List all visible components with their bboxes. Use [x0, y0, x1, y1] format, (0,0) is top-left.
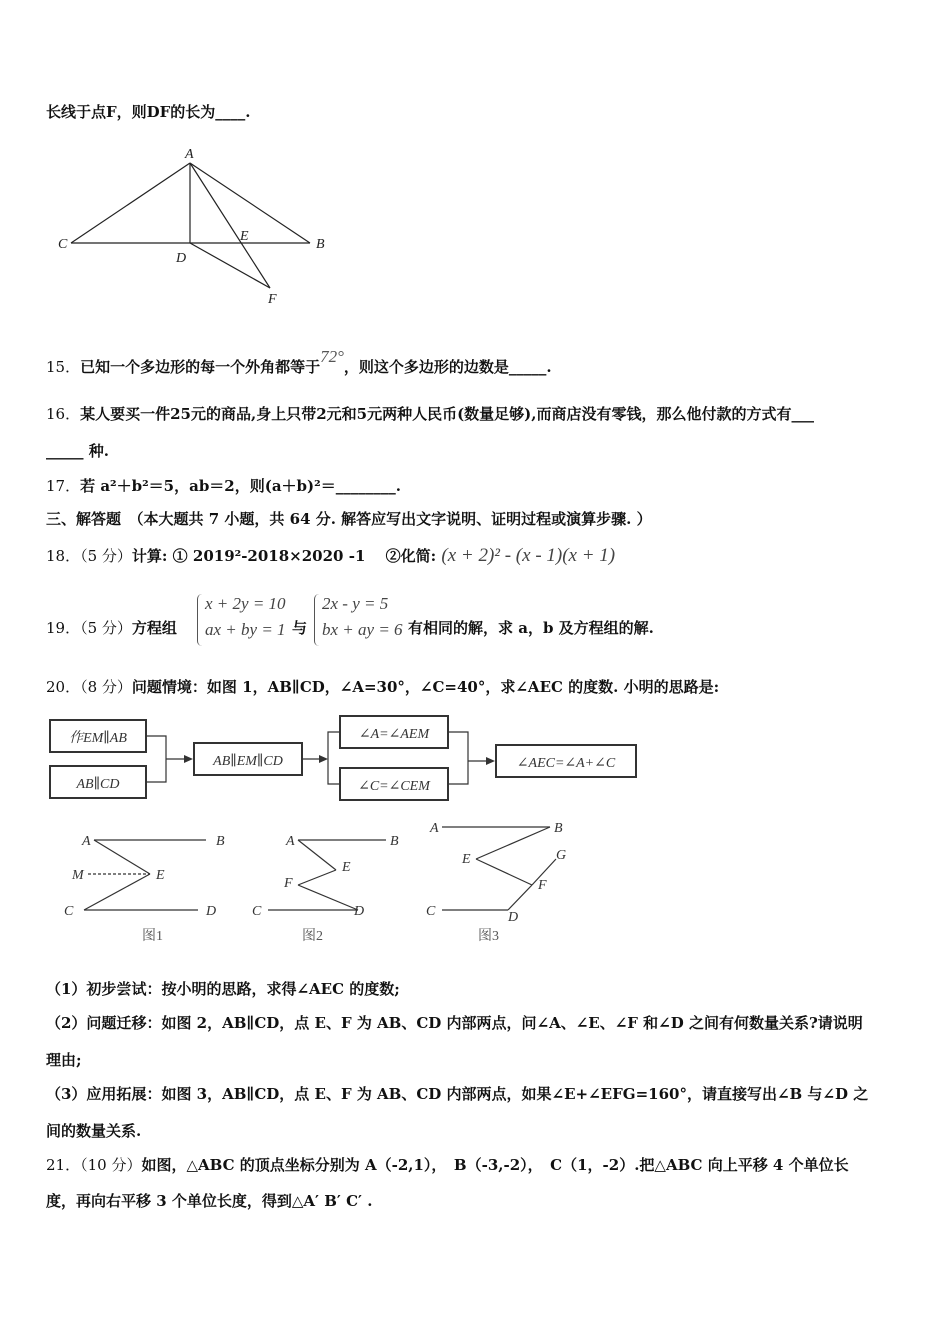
label-c: C: [58, 237, 68, 252]
label-b: B: [316, 237, 325, 252]
q15-angle: 72°: [320, 347, 344, 366]
q20-part3-line1: （3）应用拓展：如图 3，AB∥CD，点 E、F 为 AB、CD 内部两点，如果∠E+∠EFG=160°，请直接写出∠B 与∠D 之: [46, 1085, 869, 1103]
fig2-label-d: D: [354, 904, 365, 919]
fig2-label-c: C: [252, 904, 262, 919]
flow-box-3: AB∥EM∥CD: [213, 754, 283, 769]
q18-expression: (x + 2)² - (x - 1)(x + 1): [441, 545, 616, 566]
q20-flowchart: [46, 712, 646, 804]
q17: 17．若 a²＋b²＝5，ab＝2，则(a＋b)²＝________.: [46, 477, 401, 495]
q18: 18．（5 分）计算: ① 2019²-2018×2020 -1 ②化简: (x + 2)² - (x - 1)(x + 1): [46, 545, 616, 566]
label-d: D: [176, 251, 187, 266]
fig3-label-a: A: [430, 821, 439, 836]
q20-part2-line2: 理由;: [46, 1051, 82, 1069]
fig2-label-a: A: [286, 834, 295, 849]
fig3-label-f: F: [538, 878, 547, 893]
q16-line1: 16．某人要买一件25元的商品,身上只带2元和5元两种人民币(数量足够),而商店没有零钱，那么他付款的方式有___: [46, 405, 814, 423]
q20-part3-line2: 间的数量关系.: [46, 1122, 142, 1140]
fig3-label-c: C: [426, 904, 436, 919]
label-e: E: [240, 229, 249, 244]
q14-tail: 长线于点F，则DF的长为____.: [46, 103, 251, 121]
q21-line1: 21．（10 分）如图，△ABC 的顶点坐标分别为 A（-2,1）， B（-3,-2）， C（1，-2）.把△ABC 向上平移 4 个单位长: [46, 1156, 849, 1174]
q20-intro: 20．（8 分）问题情境：如图 1，AB∥CD，∠A=30°，∠C=40°，求∠AEC 的度数. 小明的思路是:: [46, 678, 720, 696]
q16-line2: _____ 种.: [46, 442, 109, 460]
fig1-label-c: C: [64, 904, 74, 919]
q14-figure: [50, 140, 350, 310]
fig2-label-f: F: [284, 876, 293, 891]
q15: 15．已知一个多边形的每一个外角都等于72°，则这个多边形的边数是_____.: [46, 347, 552, 376]
fig1-caption: 图1: [142, 929, 163, 944]
fig1-label-b: B: [216, 834, 225, 849]
flow-box-5: ∠C=∠CEM: [358, 779, 430, 794]
flow-box-1: 作EM∥AB: [69, 731, 127, 746]
fig3-caption: 图3: [478, 929, 499, 944]
label-a: A: [185, 147, 194, 162]
q20-part2-line1: （2）问题迁移：如图 2，AB∥CD，点 E、F 为 AB、CD 内部两点，问∠A、∠E、∠F 和∠D 之间有何数量关系?请说明: [46, 1014, 863, 1032]
fig3-label-g: G: [556, 848, 567, 863]
fig3-label-e: E: [462, 852, 471, 867]
fig2-label-e: E: [342, 860, 351, 875]
fig2-caption: 图2: [302, 929, 323, 944]
fig3-label-b: B: [554, 821, 563, 836]
fig1-label-d: D: [206, 904, 217, 919]
flow-box-4: ∠A=∠AEM: [358, 727, 430, 742]
flow-box-6: ∠AEC=∠A+∠C: [516, 756, 616, 771]
fig1-label-m: M: [72, 868, 84, 883]
fig3-label-d: D: [508, 910, 519, 925]
fig1-label-a: A: [82, 834, 91, 849]
q21-line2: 度，再向右平移 3 个单位长度，得到△A′ B′ C′ .: [46, 1192, 373, 1210]
section3-heading: 三、解答题 （本大题共 7 小题，共 64 分. 解答应写出文字说明、证明过程或演算步骤. ）: [46, 510, 652, 528]
q19-mid: 与: [292, 619, 308, 637]
flow-box-2: AB∥CD: [76, 777, 120, 792]
label-f: F: [268, 292, 277, 307]
q19-text-a: 19．（5 分）方程组: [46, 619, 177, 637]
q19-text-b: 有相同的解，求 a，b 及方程组的解.: [408, 619, 654, 637]
fig2-label-b: B: [390, 834, 399, 849]
q20-part1: （1）初步尝试：按小明的思路，求得∠AEC 的度数;: [46, 980, 400, 998]
fig1-label-e: E: [156, 868, 165, 883]
q20-figures: [46, 815, 606, 950]
